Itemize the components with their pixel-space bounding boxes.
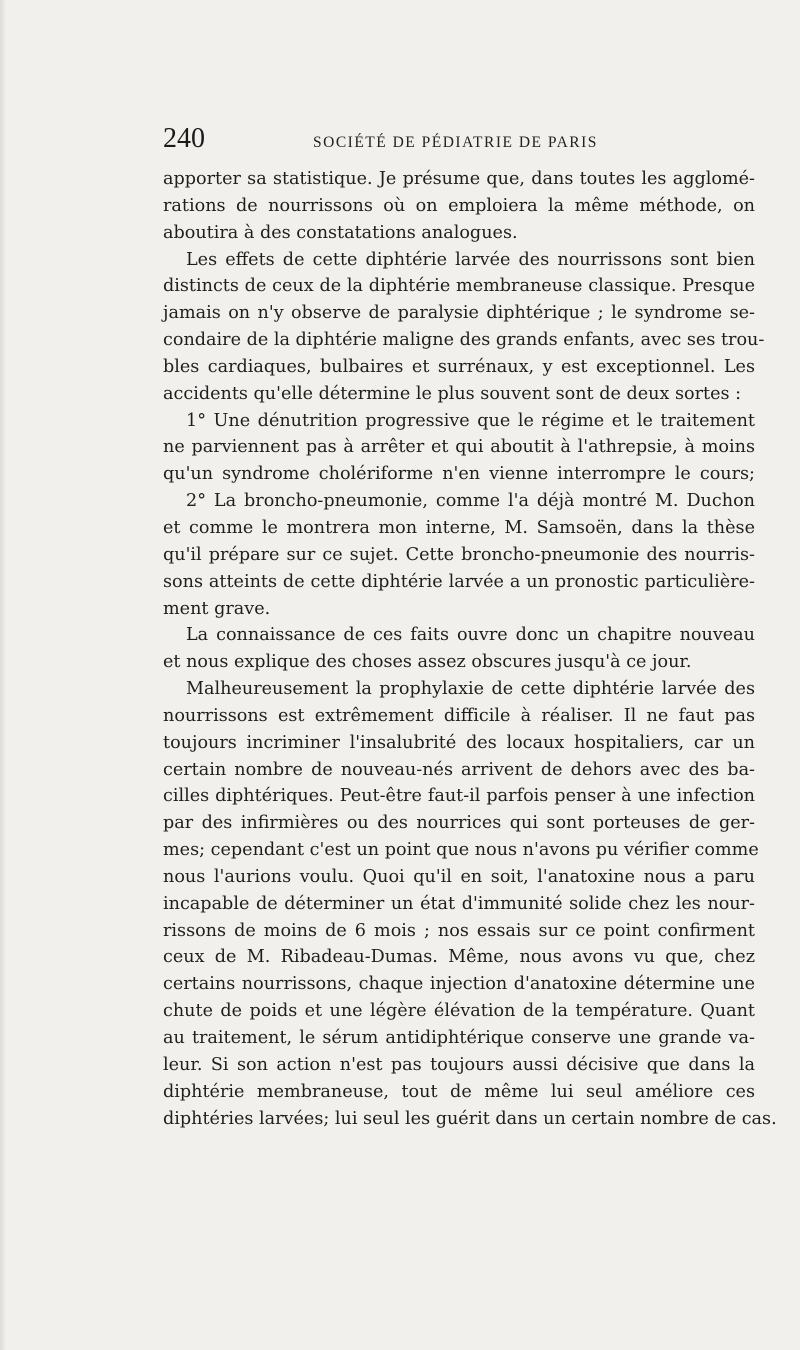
text-line: condaire de la diphtérie maligne des grands enfants, avec ses trou-: [163, 330, 765, 351]
text-line: apporter sa statistique. Je présume que, dans toutes les agglomé-: [163, 169, 755, 189]
text-line: rations de nourrissons où on emploiera la même méthode, on: [163, 195, 755, 216]
text-line: aboutira à des constatations analogues.: [163, 222, 518, 243]
text-line: ceux de M. Ribadeau-Dumas. Même, nous avons vu que, chez: [163, 947, 755, 968]
text-line: 1° Une dénutrition progressive que le régime et le traitement: [186, 410, 755, 431]
text-line: ment grave.: [163, 598, 271, 619]
text-line: certain nombre de nouveau-nés arrivent de dehors avec des ba-: [163, 759, 755, 780]
text-line: diphtéries larvées; lui seul les guérit dans un certain nombre de cas.: [163, 1108, 777, 1129]
text-line: qu'il prépare sur ce sujet. Cette broncho-pneumonie des nourris-: [163, 544, 755, 565]
text-line: nous l'aurions voulu. Quoi qu'il en soit, l'anatoxine nous a paru: [163, 866, 755, 887]
text-line: Les effets de cette diphtérie larvée des nourrissons sont bien: [186, 249, 755, 270]
text-line: nourrissons est extrêmement difficile à réaliser. Il ne faut pas: [163, 705, 755, 726]
text-line: sons atteints de cette diphtérie larvée a un pronostic particulière-: [163, 571, 755, 592]
text-line: chute de poids et une légère élévation de la température. Quant: [163, 1001, 755, 1022]
text-line: diphtérie membraneuse, tout de même lui seul améliore ces: [163, 1081, 755, 1102]
page-number: 240: [163, 123, 205, 154]
text-line: par des infirmières ou des nourrices qui sont porteuses de ger-: [163, 813, 755, 834]
text-line: incapable de déterminer un état d'immunité solide chez les nour-: [163, 893, 755, 914]
text-line: qu'un syndrome cholériforme n'en vienne interrompre le cours;: [163, 464, 755, 485]
text-line: leur. Si son action n'est pas toujours aussi décisive que dans la: [163, 1054, 755, 1075]
running-head: SOCIÉTÉ DE PÉDIATRIE DE PARIS: [313, 134, 598, 151]
text-line: certains nourrissons, chaque injection d'anatoxine détermine une: [163, 974, 755, 995]
text-line: distincts de ceux de la diphtérie membraneuse classique. Presque: [163, 276, 755, 297]
text-line: Malheureusement la prophylaxie de cette diphtérie larvée des: [186, 679, 755, 700]
page-edge-shadow: [0, 0, 6, 1350]
text-line: mes; cependant c'est un point que nous n'avons pu vérifier comme: [163, 840, 759, 861]
text-line: ne parviennent pas à arrêter et qui aboutit à l'athrepsie, à moins: [163, 437, 755, 458]
text-line: bles cardiaques, bulbaires et surrénaux, y est exceptionnel. Les: [163, 356, 755, 377]
text-line: accidents qu'elle détermine le plus souvent sont de deux sortes :: [163, 383, 742, 404]
text-line: cilles diphtériques. Peut-être faut-il parfois penser à une infection: [163, 786, 755, 807]
text-line: La connaissance de ces faits ouvre donc un chapitre nouveau: [186, 625, 755, 646]
page-header: [163, 122, 763, 158]
text-line: 2° La broncho-pneumonie, comme l'a déjà montré M. Duchon: [186, 491, 755, 512]
text-line: rissons de moins de 6 mois ; nos essais sur ce point confirment: [163, 920, 755, 941]
text-line: toujours incriminer l'insalubrité des locaux hospitaliers, car un: [163, 732, 755, 753]
text-line: au traitement, le sérum antidiphtérique conserve une grande va-: [163, 1028, 755, 1048]
text-line: et nous explique des choses assez obscures jusqu'à ce jour.: [163, 652, 692, 673]
text-line: jamais on n'y observe de paralysie diphtérique ; le syndrome se-: [163, 303, 755, 324]
text-line: et comme le montrera mon interne, M. Samsoën, dans la thèse: [163, 517, 755, 538]
body-text: [163, 166, 777, 1132]
